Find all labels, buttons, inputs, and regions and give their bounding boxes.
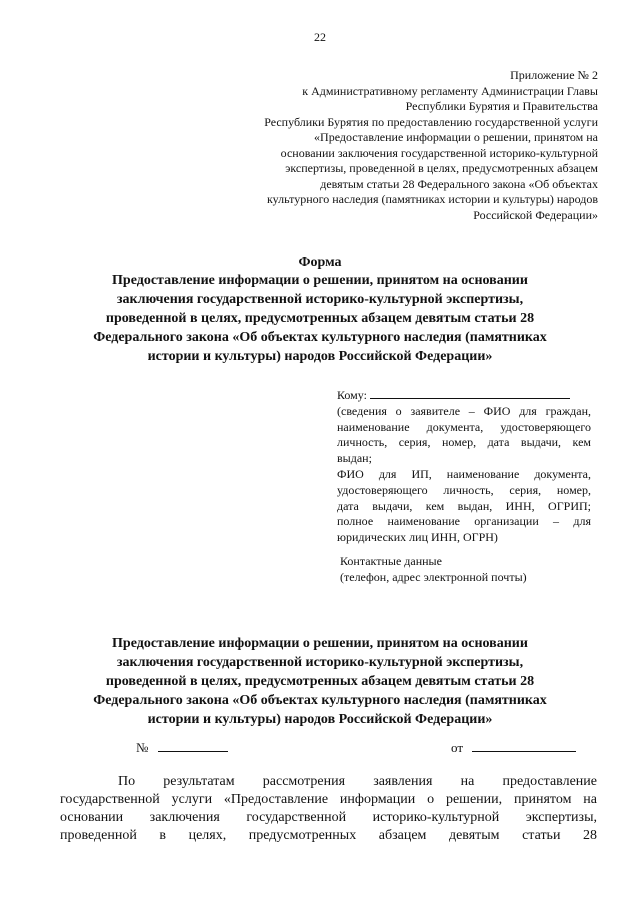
page-number: 22 <box>314 30 326 44</box>
form-subtitle-line: Предоставление информации о решении, принятом на основании <box>112 273 528 288</box>
document-date-blank <box>472 740 576 752</box>
recipient-label: Кому: <box>337 388 367 402</box>
form-subtitle-line: заключения государственной историко-культурной экспертизы, <box>116 292 524 307</box>
recipient-hint-line: дата выдачи, кем выдан, ИНН, ОГРИП; <box>337 498 591 513</box>
body-line: По результатам рассмотрения заявления на предоставление <box>118 774 597 789</box>
annex-line: культурного наследия (памятниках истории и культуры) народов <box>266 192 598 206</box>
document-date-label: от <box>451 740 464 755</box>
annex-line: «Предоставление информации о решении, принятом на <box>314 130 598 144</box>
recipient-hint-line: (сведения о заявителе – ФИО для граждан, <box>337 403 591 418</box>
body-line: основании заключения государственной историко-культурной экспертизы, <box>60 810 597 825</box>
recipient-blank-line <box>370 388 570 399</box>
recipient-hint-line: наименование документа, удостоверяющего <box>337 419 591 434</box>
contact-block <box>340 553 600 585</box>
form-subtitle <box>60 271 580 366</box>
section-title-line: Предоставление информации о решении, принятом на основании <box>112 636 528 651</box>
section-title-line: заключения государственной историко-культурной экспертизы, <box>116 655 524 670</box>
annex-header <box>230 68 598 223</box>
recipient-block <box>337 388 591 546</box>
annex-line: экспертизы, проведенной в целях, предусмотренных абзацем <box>285 161 598 175</box>
contact-hint: (телефон, адрес электронной почты) <box>340 570 527 584</box>
document-number-field <box>136 740 228 756</box>
recipient-hint-line: ФИО для ИП, наименование документа, <box>337 466 591 481</box>
annex-line: Республики Бурятия и Правительства <box>405 99 598 113</box>
annex-line: девятым статьи 28 Федерального закона «Об объектах <box>320 176 598 191</box>
annex-line: основании заключения государственной историко-культурной <box>280 145 598 160</box>
form-subtitle-line: Федерального закона «Об объектах культурного наследия (памятниках <box>93 330 547 345</box>
annex-line: к Административному регламенту Администрации Главы <box>302 83 598 98</box>
annex-line: Российской Федерации» <box>473 207 598 222</box>
body-line: проведенной в целях, предусмотренных абзацем девятым статьи 28 <box>60 828 597 843</box>
recipient-hint-line: удостоверяющего личность, серия, номер, <box>337 482 591 497</box>
recipient-hint-line: полное наименование организации – для <box>337 514 591 529</box>
section-title-line: истории и культуры) народов Российской Федерации» <box>147 712 493 727</box>
section-title-line: проведенной в целях, предусмотренных абзацем девятым статьи 28 <box>105 674 535 689</box>
document-date-field <box>451 740 576 756</box>
annex-line: Приложение № 2 <box>510 68 598 82</box>
annex-line: Республики Бурятия по предоставлению государственной услуги <box>264 114 598 129</box>
body-line: государственной услуги «Предоставление информации о решении, принятом на <box>60 792 597 807</box>
section-title <box>60 634 580 729</box>
section-title-line: Федерального закона «Об объектах культурного наследия (памятниках <box>93 693 547 708</box>
recipient-field <box>337 388 591 404</box>
contact-label: Контактные данные <box>340 554 442 568</box>
recipient-hint-line: личность, серия, номер, дата выдачи, кем <box>337 435 591 450</box>
form-subtitle-line: истории и культуры) народов Российской Федерации» <box>147 349 493 364</box>
form-subtitle-line: проведенной в целях, предусмотренных абзацем девятым статьи 28 <box>105 311 535 326</box>
form-title: Форма <box>298 255 342 270</box>
recipient-hint-line: юридических лиц ИНН, ОГРН) <box>337 530 498 545</box>
body-paragraph <box>60 773 597 845</box>
document-number-label: № <box>136 740 149 755</box>
document-number-blank <box>158 740 228 752</box>
recipient-hint-line: выдан; <box>337 451 372 466</box>
